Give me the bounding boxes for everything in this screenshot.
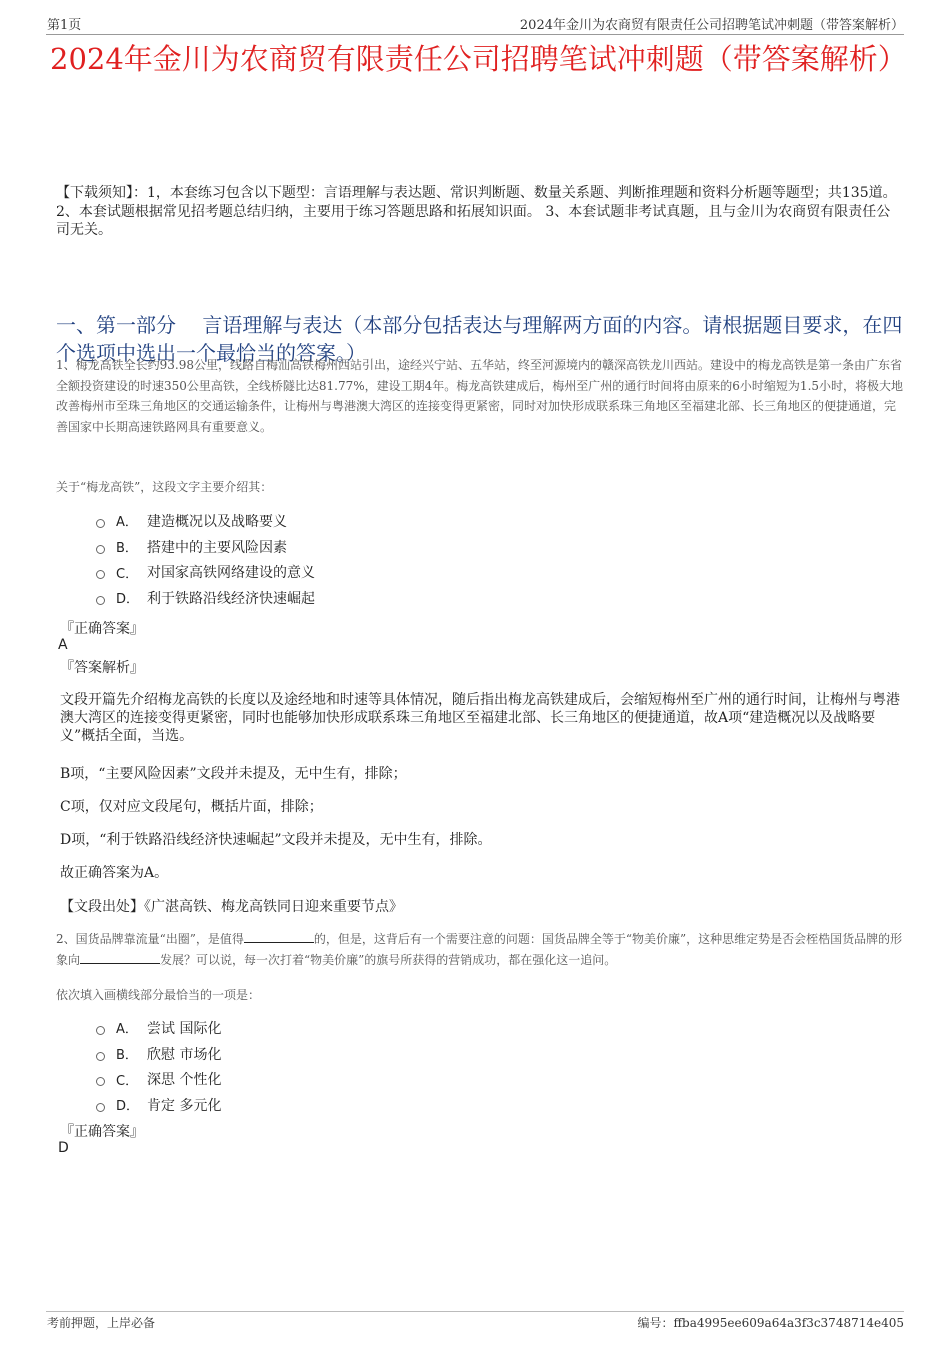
- footer-slogan: 考前押题，上岸必备: [47, 1316, 156, 1330]
- question-1-option-d[interactable]: [96, 585, 315, 611]
- option-letter: B．: [116, 1048, 138, 1064]
- option-letter: D．: [116, 1099, 140, 1115]
- question-1-note-d: D项，“利于铁路沿线经济快速崛起”文段并未提及，无中生有，排除。: [60, 832, 492, 848]
- question-1-option-b[interactable]: [96, 534, 315, 560]
- footer-divider: [46, 1311, 904, 1312]
- question-1-note-b: B项，“主要风险因素”文段并未提及，无中生有，排除；: [60, 766, 407, 782]
- question-1-answer: A: [58, 637, 68, 653]
- question-1-option-a[interactable]: [96, 508, 315, 534]
- header-divider: [46, 34, 904, 35]
- question-1-source: 【文段出处】《广湛高铁、梅龙高铁同日迎来重要节点》: [60, 899, 403, 915]
- radio-icon[interactable]: [96, 519, 105, 528]
- option-letter: A．: [116, 515, 138, 531]
- download-notice: 【下载须知】：1，本套练习包含以下题型：言语理解与表达题、常识判断题、数量关系题、判断推理题和资料分析题等题型；共135道。 2、本套试题根据常见招考题总结归纳，主要用于练习答题思路和拓展知识面。 3、本套试题非考试真题，且与金川为农商贸有限责任公司无关。: [56, 185, 897, 238]
- question-1-text: 1、梅龙高铁全长约93.98公里，线路自梅汕高铁梅州西站引出，途经兴宁站、五华站，终至河源境内的赣深高铁龙川西站。建设中的梅龙高铁是第一条由广东省全额投资建设的时速350公里高铁，全线桥隧比达81.77%，建设工期4年。梅龙高铁建成后，梅州至广州的通行时间将由原来的6小时缩短为1.5小时，将极大地改善梅州市至珠三角地区的交通运输条件，让梅州与粤港澳大湾区的连接变得更紧密，同时对加快形成联系珠三角地区至福建北部、长三角地区的便捷通道，完善国家中长期高速铁路网具有重要意义。: [56, 358, 904, 434]
- question-1-note-c: C项，仅对应文段尾句，概括片面，排除；: [60, 799, 323, 815]
- option-text: 利于铁路沿线经济快速崛起: [147, 590, 315, 607]
- footer-doc-id: 编号：ffba4995ee609a64a3f3c3748714e405: [637, 1316, 904, 1330]
- option-letter: C．: [116, 566, 139, 582]
- question-2-option-b[interactable]: [96, 1041, 221, 1067]
- radio-icon[interactable]: [96, 1077, 105, 1086]
- radio-icon[interactable]: [96, 570, 105, 579]
- question-2-option-a[interactable]: [96, 1015, 221, 1041]
- option-text: 尝试 国际化: [147, 1020, 222, 1037]
- question-1-options: [96, 508, 315, 611]
- option-text: 对国家高铁网络建设的意义: [147, 565, 315, 582]
- radio-icon[interactable]: [96, 596, 105, 605]
- question-2-option-c[interactable]: [96, 1066, 221, 1092]
- page-number: 第1页: [47, 18, 82, 33]
- question-2-answer-label: 『正确答案』: [60, 1124, 144, 1140]
- page-title: 2024年金川为农商贸有限责任公司招聘笔试冲刺题（带答案解析）: [50, 42, 907, 76]
- question-2-options: [96, 1015, 221, 1118]
- option-text: 肯定 多元化: [147, 1097, 222, 1114]
- question-2-answer: D: [58, 1140, 69, 1156]
- radio-icon[interactable]: [96, 1026, 105, 1035]
- question-2-option-d[interactable]: [96, 1092, 221, 1118]
- question-1-option-c[interactable]: [96, 559, 315, 585]
- option-text: 搭建中的主要风险因素: [147, 539, 287, 556]
- radio-icon[interactable]: [96, 545, 105, 554]
- option-text: 建造概况以及战略要义: [147, 513, 287, 530]
- question-1-prompt: 关于“梅龙高铁”，这段文字主要介绍其：: [56, 480, 273, 494]
- section-heading: 一、第一部分 言语理解与表达（本部分包括表达与理解两方面的内容。请根据题目要求，在四个选项中选出一个最恰当的答案。）: [56, 313, 903, 365]
- question-2-text: [56, 929, 906, 970]
- question-2-prompt: 依次填入画横线部分最恰当的一项是：: [56, 988, 261, 1002]
- option-letter: D．: [116, 592, 140, 608]
- question-2-text-part3: 发展？可以说，每一次打着“物美价廉”的旗号所获得的营销成功，都在强化这一追问。: [160, 952, 617, 967]
- option-letter: C．: [116, 1073, 139, 1089]
- fill-blank-2[interactable]: [80, 953, 160, 964]
- radio-icon[interactable]: [96, 1052, 105, 1061]
- header-doc-title: 2024年金川为农商贸有限责任公司招聘笔试冲刺题（带答案解析）: [519, 18, 904, 33]
- option-letter: B．: [116, 541, 138, 557]
- question-1-analysis-label: 『答案解析』: [60, 660, 144, 676]
- radio-icon[interactable]: [96, 1103, 105, 1112]
- question-2-text-part2: 的，但是，这背后有一个需要注意的问题：国货品牌全等于“物美价廉”，这种思维定势是否会桎梏国货品牌的形象向: [56, 932, 903, 967]
- question-2-text-part1: 2、国货品牌靠流量“出圈”，是值得: [56, 932, 244, 946]
- fill-blank-1[interactable]: [244, 932, 314, 943]
- option-text: 深思 个性化: [147, 1072, 222, 1089]
- question-1-conclusion: 故正确答案为A。: [60, 865, 169, 881]
- option-letter: A．: [116, 1022, 138, 1038]
- question-1-answer-label: 『正确答案』: [60, 621, 144, 637]
- question-1-analysis: 文段开篇先介绍梅龙高铁的长度以及途经地和时速等具体情况，随后指出梅龙高铁建成后，会缩短梅州至广州的通行时间，让梅州与粤港澳大湾区的连接变得更紧密，同时也能够加快形成联系珠三角地区至福建北部、长三角地区的便捷通道，故A项“建造概况以及战略要义”概括全面，当选。: [60, 692, 900, 744]
- option-text: 欣慰 市场化: [147, 1046, 222, 1063]
